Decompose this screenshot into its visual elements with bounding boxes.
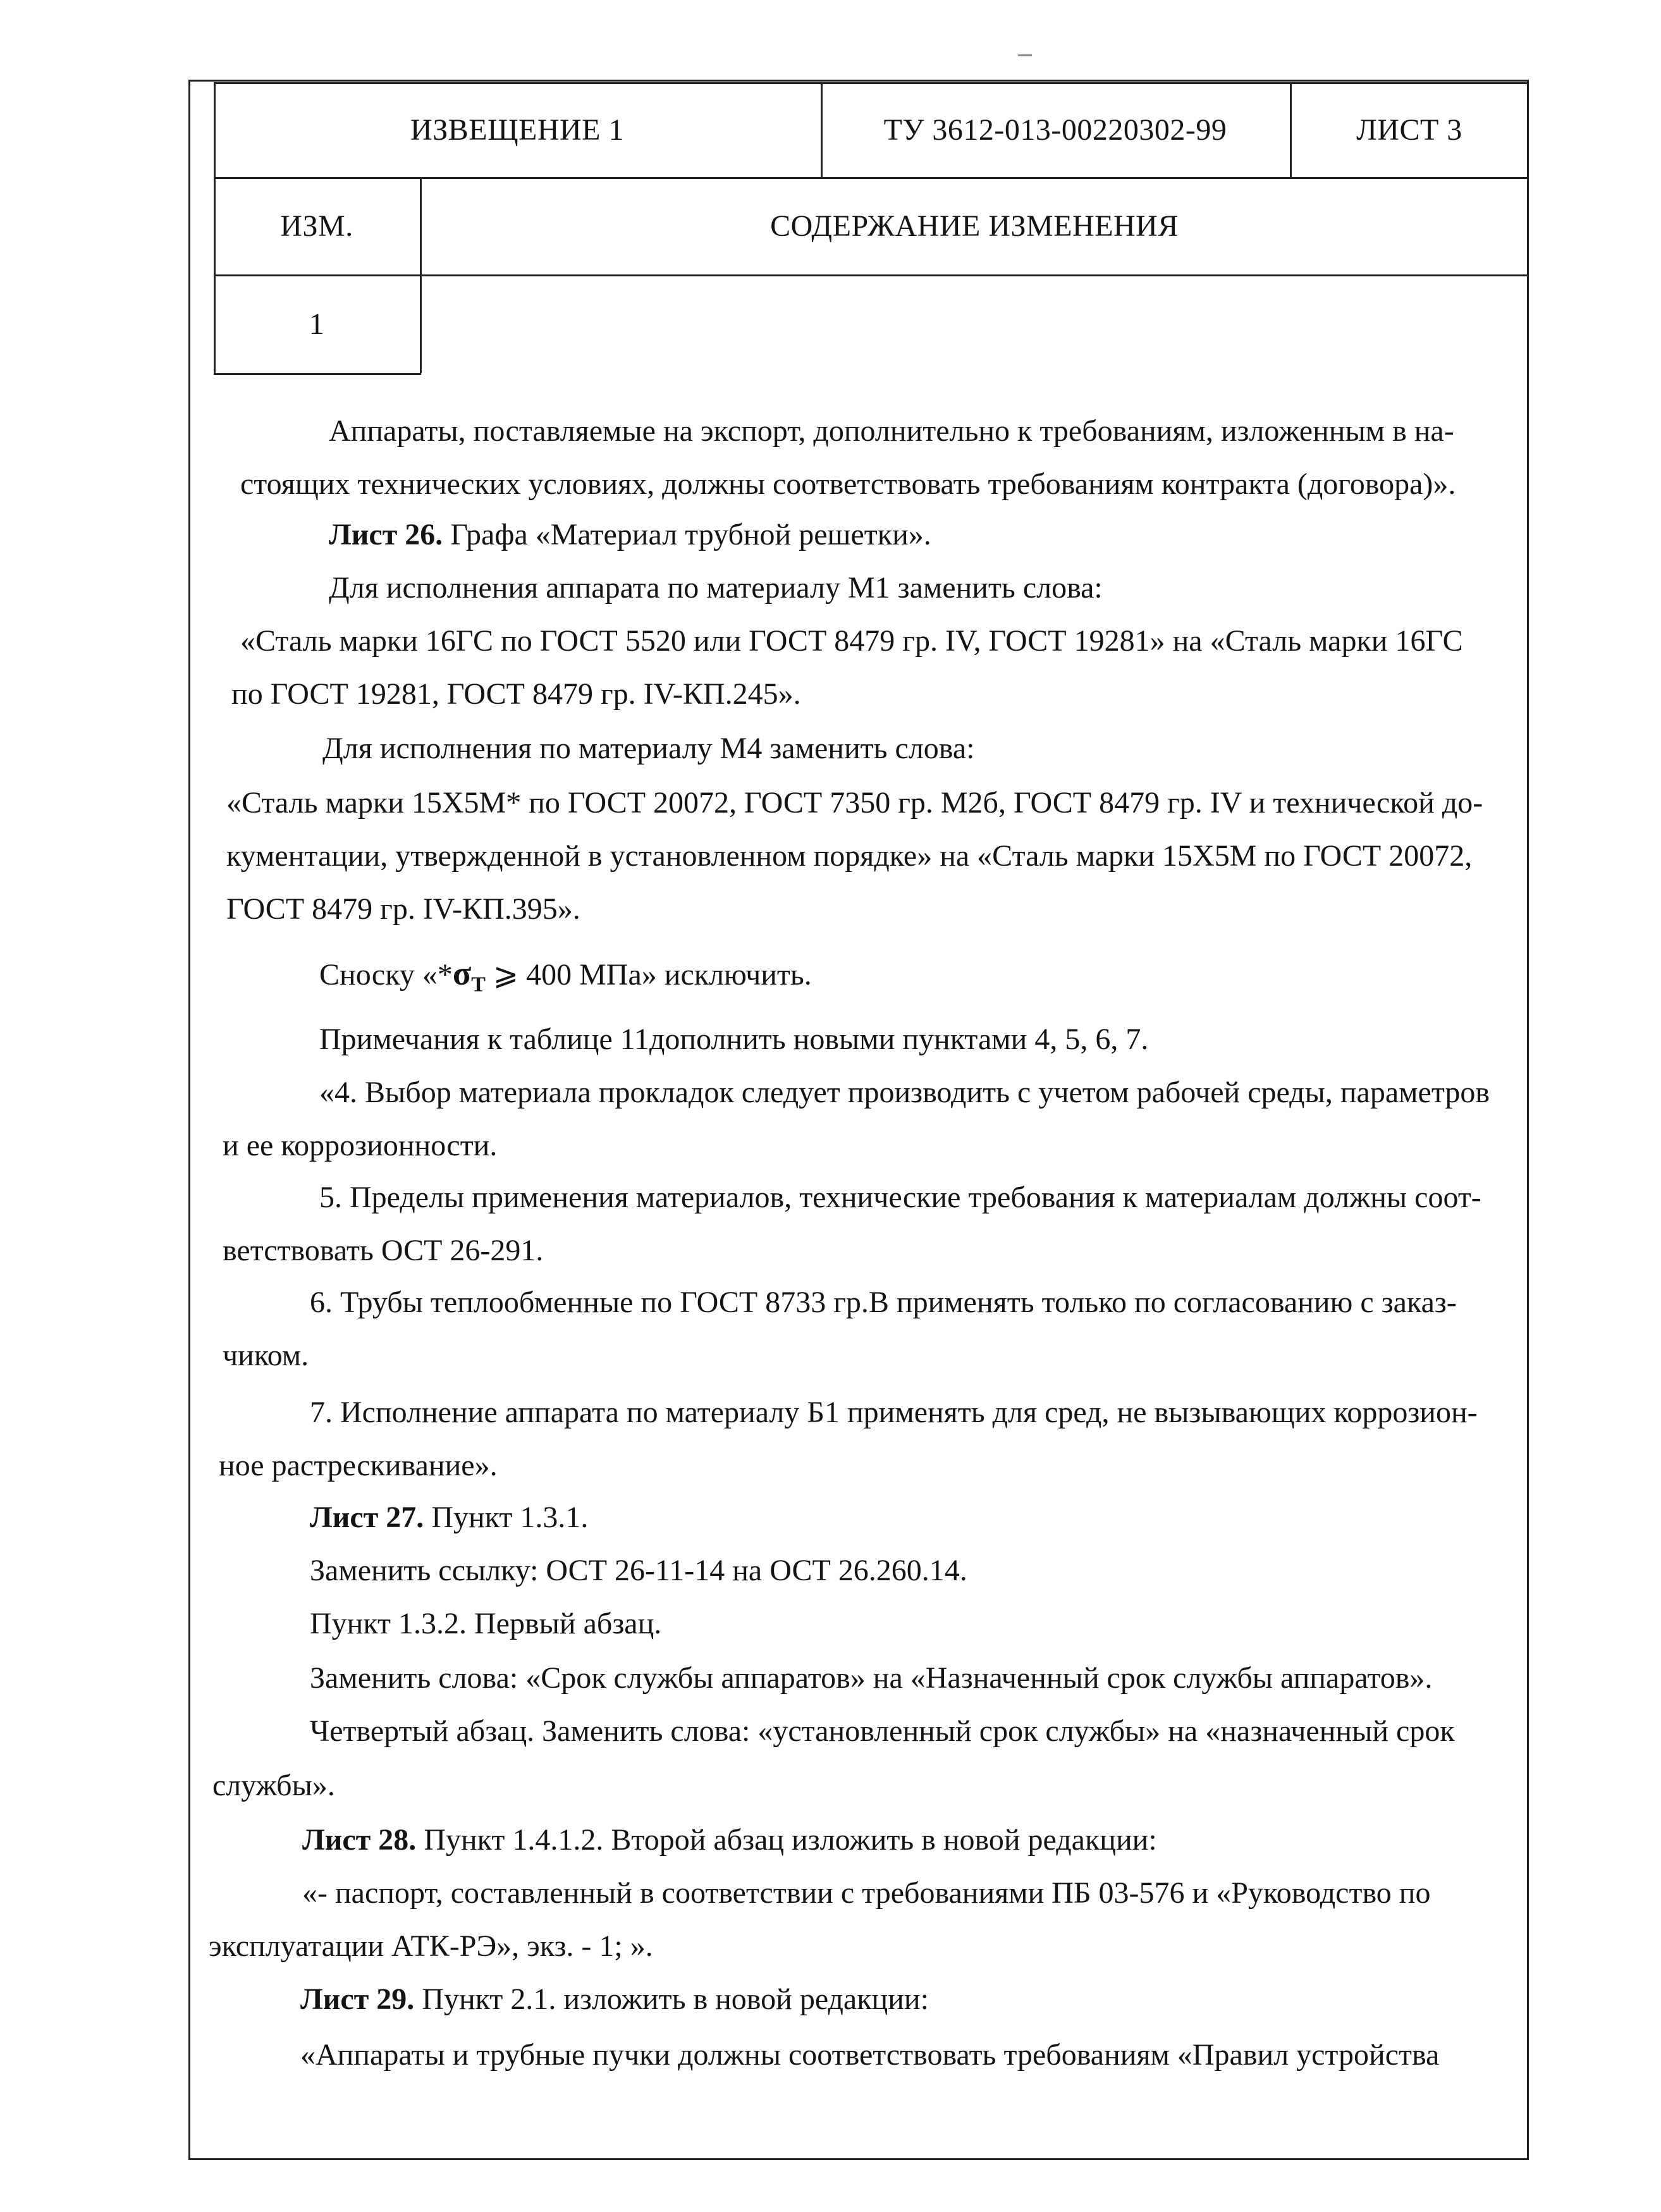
- footnote-text-post: ⩾ 400 МПа» исключить.: [485, 958, 812, 992]
- text-line-5: «Сталь марки 16ГС по ГОСТ 5520 или ГОСТ 8479 гр. IV, ГОСТ 19281» на «Сталь марки 16ГС: [240, 624, 1463, 658]
- text-line-20: ное растрескивание».: [219, 1449, 498, 1482]
- sheet-ref-29: Лист 29.: [300, 1982, 415, 2016]
- text-line-3-rest: Графа «Материал трубной решетки».: [443, 518, 931, 551]
- text-line-8: «Сталь марки 15Х5М* по ГОСТ 20072, ГОСТ 7350 гр. М2б, ГОСТ 8479 гр. IV и технической до-: [226, 786, 1483, 820]
- sheet-ref-26: Лист 26.: [329, 518, 443, 551]
- text-line-6: по ГОСТ 19281, ГОСТ 8479 гр. IV-КП.245».: [231, 677, 801, 711]
- text-line-11: [319, 956, 812, 996]
- sigma-subscript: T: [471, 973, 486, 997]
- text-line-15: 5. Пределы применения материалов, технические требования к материалам должны соот-: [319, 1181, 1481, 1214]
- spec-number: ТУ 3612-013-00220302-99: [883, 113, 1227, 147]
- text-line-24: Заменить слова: «Срок службы аппаратов» на «Назначенный срок службы аппаратов».: [310, 1661, 1433, 1695]
- text-line-1: Аппараты, поставляемые на экспорт, дополнительно к требованиям, изложенным в на-: [329, 414, 1454, 448]
- text-line-23: Пункт 1.3.2. Первый абзац.: [310, 1607, 662, 1640]
- text-line-27-rest: Пункт 1.4.1.2. Второй абзац изложить в новой редакции:: [416, 1823, 1157, 1857]
- sheet-ref-27: Лист 27.: [310, 1501, 424, 1534]
- text-line-21: [310, 1502, 588, 1533]
- text-line-10: ГОСТ 8479 гр. IV-КП.395».: [226, 892, 580, 926]
- text-line-13: «4. Выбор материала прокладок следует производить с учетом рабочей среды, параметров: [319, 1076, 1490, 1109]
- text-line-17: 6. Трубы теплообменные по ГОСТ 8733 гр.В применять только по согласованию с заказ-: [310, 1286, 1457, 1319]
- text-line-25: Четвертый абзац. Заменить слова: «установленный срок службы» на «назначенный срок: [310, 1714, 1455, 1748]
- text-line-3: [329, 520, 931, 550]
- sigma-symbol: σ: [452, 954, 472, 992]
- text-line-31: «Аппараты и трубные пучки должны соответствовать требованиям «Правил устройства: [300, 2038, 1440, 2072]
- text-line-9: кументации, утвержденной в установленном порядке» на «Сталь марки 15Х5М по ГОСТ 20072,: [226, 839, 1473, 873]
- text-line-21-rest: Пункт 1.3.1.: [424, 1501, 589, 1534]
- change-cell-bottom-line: [214, 373, 421, 375]
- change-column-header: ИЗМ.: [280, 209, 353, 243]
- text-line-7: Для исполнения по материалу М4 заменить слова:: [322, 732, 975, 765]
- text-line-2: стоящих технических условиях, должны соответствовать требованиям контракта (договора)».: [240, 467, 1456, 501]
- footnote-text-pre: Сноску «*: [319, 958, 453, 992]
- sheet-number: ЛИСТ 3: [1356, 113, 1462, 147]
- text-line-22: Заменить ссылку: ОСТ 26-11-14 на ОСТ 26.260.14.: [310, 1554, 967, 1587]
- text-line-28: «- паспорт, составленный в соответствии с требованиями ПБ 03-576 и «Руководство по: [302, 1876, 1431, 1910]
- change-number: 1: [309, 307, 325, 341]
- text-line-4: Для исполнения аппарата по материалу М1 заменить слова:: [329, 571, 1103, 605]
- text-line-30: [300, 1984, 929, 2015]
- text-line-18: чиком.: [223, 1339, 309, 1372]
- scan-speck: [1018, 54, 1032, 56]
- text-line-30-rest: Пункт 2.1. изложить в новой редакции:: [414, 1982, 929, 2016]
- text-line-27: [302, 1825, 1157, 1855]
- text-line-12: Примечания к таблице 11дополнить новыми пунктами 4, 5, 6, 7.: [319, 1023, 1149, 1056]
- notice-number: ИЗВЕЩЕНИЕ 1: [410, 113, 624, 147]
- text-line-26: службы».: [212, 1769, 335, 1802]
- text-line-16: ветствовать ОСТ 26-291.: [223, 1234, 544, 1267]
- content-column-header: СОДЕРЖАНИЕ ИЗМЕНЕНИЯ: [770, 209, 1179, 243]
- sheet-ref-28: Лист 28.: [302, 1823, 417, 1857]
- text-line-14: и ее коррозионности.: [223, 1129, 498, 1162]
- text-line-29: эксплуатации АТК-РЭ», экз. - 1; ».: [209, 1929, 653, 1963]
- text-line-19: 7. Исполнение аппарата по материалу Б1 применять для сред, не вызывающих коррозион-: [310, 1396, 1478, 1429]
